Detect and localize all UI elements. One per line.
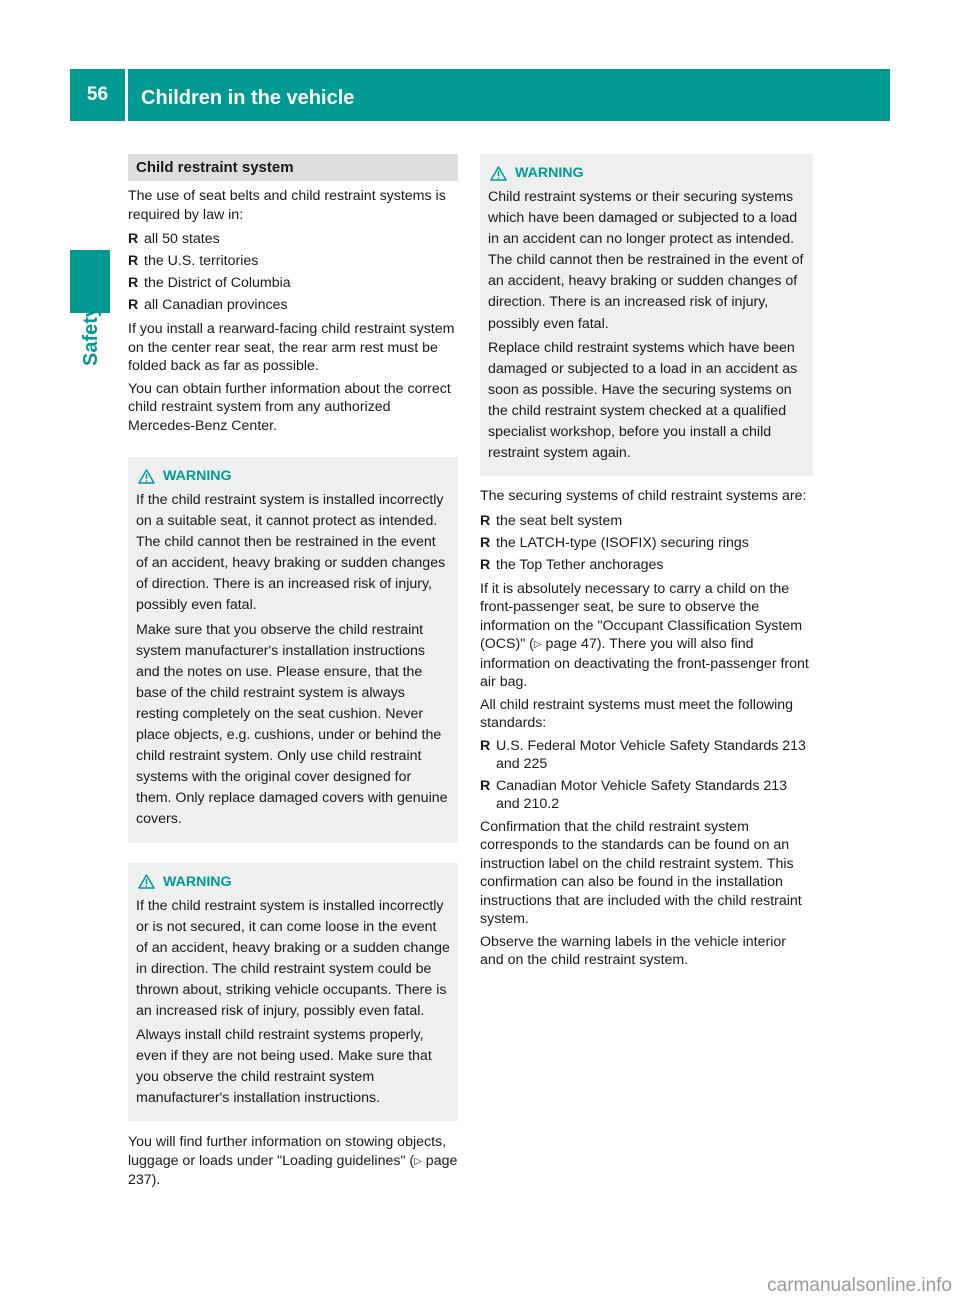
bullet-icon: R bbox=[480, 737, 491, 754]
page-ref-arrow-icon: ▷ bbox=[533, 639, 542, 651]
warning-text: If the child restraint system is installed incorrectly on a suitable seat, it cannot protect as intended. The child cannot then be restrained in the event of an accident, heavy braking or sudden changes of direction. There is an increased risk of injury, possibly even fatal. bbox=[136, 492, 446, 614]
warning-triangle-icon bbox=[490, 166, 507, 181]
warning-header bbox=[490, 164, 805, 182]
rearward-paragraph: If you install a rearward-facing child restraint system on the center rear seat, the rear arm rest must be folded back as far as possible. bbox=[128, 321, 455, 374]
list-item: R the seat belt system bbox=[480, 510, 813, 532]
warning-label: WARNING bbox=[515, 165, 584, 181]
bullet-icon: R bbox=[128, 253, 139, 269]
bullet-icon: R bbox=[480, 777, 491, 794]
warning-header bbox=[138, 467, 450, 485]
warning-box bbox=[480, 154, 813, 476]
intro-paragraph: The use of seat belts and child restraint systems is required by law in: bbox=[128, 188, 446, 223]
warning-triangle-icon bbox=[138, 469, 155, 484]
bullet-icon: R bbox=[480, 556, 491, 573]
securing-paragraph: The securing systems of child restraint systems are: bbox=[480, 488, 807, 505]
page-title: Children in the vehicle bbox=[141, 87, 355, 109]
left-column bbox=[128, 154, 458, 1190]
bullet-icon: R bbox=[128, 231, 139, 247]
bullet-icon: R bbox=[128, 297, 139, 313]
warning-text: Make sure that you observe the child restraint system manufacturer's installation instructions and the notes on use. Please ensure, that the base of the child restraint system is always resting completely on the seat cushion. Never place objects, e.g. cushions, under or behind the child restraint system. Only use child restraint systems with the original cover designed for them. Only replace damaged covers with genuine covers. bbox=[136, 621, 448, 828]
list-item: R the LATCH-type (ISOFIX) securing rings bbox=[480, 532, 813, 554]
front-seat-paragraph: If it is absolutely necessary to carry a child on the front-passenger seat, be sure to observe the information on the "Occupant Classification System (OCS)" (▷ page 47). There you will also find information on deactivating the front-passenger front air bag. bbox=[480, 580, 809, 691]
confirmation-paragraph: Confirmation that the child restraint system corresponds to the standards can be found on an instruction label on the child restraint system. This confirmation can also be found in the installation instructions that are included with the child restraint system. bbox=[480, 818, 802, 928]
list-item: R the District of Columbia bbox=[128, 272, 458, 294]
warning-text: If the child restraint system is installed incorrectly or is not secured, it can come loose in the event of an accident, heavy braking or a sudden change in direction. The child restraint system could be thrown about, striking vehicle occupants. There is an increased risk of injury, possibly even fatal. bbox=[136, 897, 450, 1019]
warning-box bbox=[128, 863, 458, 1122]
list-item: R Canadian Motor Vehicle Safety Standards 213 and 210.2 bbox=[480, 777, 788, 813]
list-item: R the Top Tether anchorages bbox=[480, 554, 813, 576]
section-heading: Child restraint system bbox=[128, 154, 458, 181]
page-reference-link[interactable]: page 47). There you will also find information on deactivating the front-passenger front air bag. bbox=[480, 636, 809, 691]
standards-list bbox=[480, 737, 813, 814]
observe-paragraph: Observe the warning labels in the vehicle interior and on the child restraint system. bbox=[480, 933, 786, 969]
warning-label: WARNING bbox=[163, 873, 232, 890]
bullet-icon: R bbox=[480, 512, 491, 529]
list-item: R all 50 states bbox=[128, 228, 458, 250]
standards-paragraph: All child restraint systems must meet the following standards: bbox=[480, 696, 794, 732]
header-divider bbox=[125, 69, 128, 121]
warning-box bbox=[128, 457, 458, 843]
list-item: R the U.S. territories bbox=[128, 250, 458, 272]
warning-text: Replace child restraint systems which have been damaged or subjected to a load in an accident as soon as possible. Have the securing systems on the child restraint system checked at a qualified specialist workshop, before you install a child restraint system again. bbox=[488, 339, 798, 462]
stowing-paragraph: You will find further information on stowing objects, luggage or loads under "Loading guidelines" (▷ page 237). bbox=[128, 1134, 458, 1189]
right-column bbox=[480, 154, 813, 970]
page-ref-arrow-icon: ▷ bbox=[414, 1155, 422, 1167]
warning-header bbox=[138, 873, 450, 891]
page-reference-link[interactable]: page 237). bbox=[128, 1152, 458, 1189]
law-list bbox=[128, 228, 458, 316]
watermark: carmanualsonline.info bbox=[767, 1275, 952, 1296]
securing-list bbox=[480, 510, 813, 576]
bullet-icon: R bbox=[480, 534, 491, 551]
page-number: 56 bbox=[86, 84, 109, 105]
list-item: R all Canadian provinces bbox=[128, 294, 458, 316]
obtain-paragraph: You can obtain further information about the correct child restraint system from any authorized Mercedes-Benz Center. bbox=[128, 380, 451, 434]
section-tab-label: Safety bbox=[80, 305, 102, 367]
bullet-icon: R bbox=[128, 275, 139, 291]
warning-label: WARNING bbox=[163, 468, 232, 484]
warning-text: Child restraint systems or their securing systems which have been damaged or subjected to a load in an accident can no longer protect as intended. The child cannot then be restrained in the event of an accident, heavy braking or sudden changes of direction. There is an increased risk of injury, possibly even fatal. bbox=[488, 189, 804, 332]
warning-text: Always install child restraint systems properly, even if they are not being used. Make sure that you observe the child restraint system manufacturer's installation instructions. bbox=[136, 1027, 432, 1107]
warning-triangle-icon bbox=[138, 874, 155, 889]
section-tab-marker bbox=[70, 250, 110, 313]
list-item: R U.S. Federal Motor Vehicle Safety Standards 213 and 225 bbox=[480, 737, 806, 773]
